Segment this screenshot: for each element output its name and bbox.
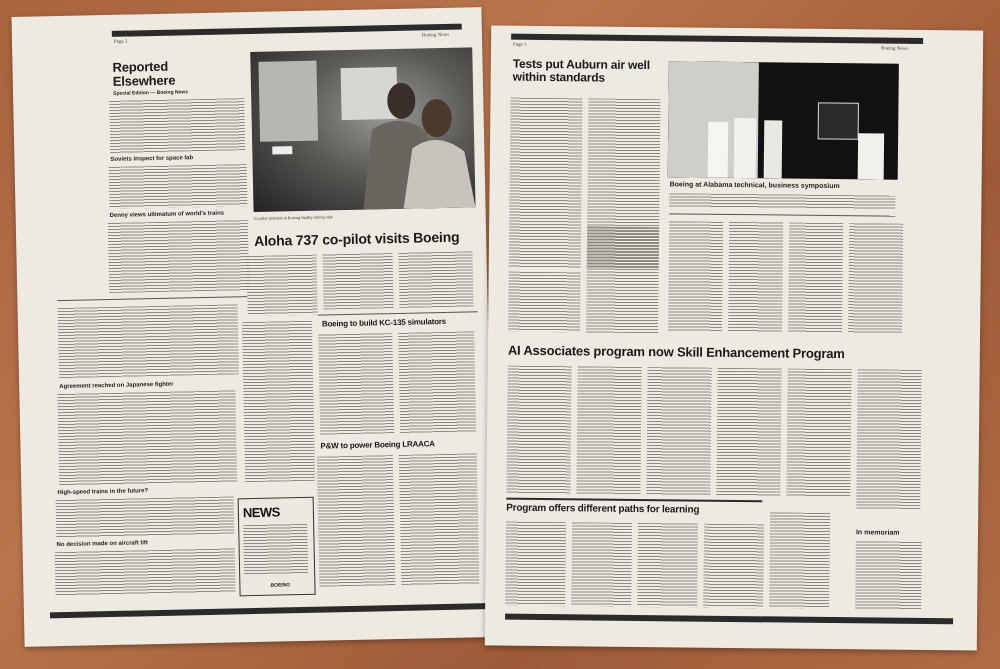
kc135-headline: Boeing to build KC-135 simulators — [321, 316, 447, 329]
article-text-block — [317, 455, 396, 587]
page-number: Page 3 — [513, 42, 527, 48]
box-text-block — [243, 524, 308, 575]
symposium-photo — [668, 61, 899, 179]
article-text-block — [769, 512, 830, 609]
article-text-block — [668, 221, 723, 332]
photo-figures — [250, 47, 475, 212]
article-text-block — [509, 98, 583, 269]
divider — [669, 213, 895, 216]
footer-bar — [50, 603, 486, 618]
article-text-block — [318, 333, 394, 435]
article-text-block — [703, 524, 764, 609]
subhead-high-speed-trains: High-speed trains in the future? — [57, 488, 149, 497]
article-text-block — [398, 251, 473, 308]
symposium-caption: Boeing at Alabama technical, business symposium — [669, 181, 840, 191]
article-text-block — [109, 164, 248, 209]
photo-figures — [668, 61, 899, 179]
reported-elsewhere-byline: Special Edition — Boeing News — [113, 89, 189, 97]
divider — [318, 311, 478, 315]
lead-photo — [250, 47, 475, 212]
memoriam-heading: In memoriam — [855, 529, 900, 537]
reported-elsewhere-title: Reported Elsewhere — [112, 58, 176, 89]
article-text-block — [322, 253, 393, 309]
lead-photo-caption: Co-pilot greeted at Boeing facility during visit — [253, 214, 333, 221]
divider — [506, 498, 762, 503]
divider — [57, 296, 247, 301]
skill-enhancement-headline: AI Associates program now Skill Enhancement Program — [507, 342, 845, 362]
article-text-block — [56, 496, 235, 538]
subhead-denny: Denny views ultimatum of world's trains — [109, 210, 225, 219]
boeing-news-box — [238, 497, 316, 597]
right-newspaper-page — [485, 25, 983, 650]
article-text-block — [716, 368, 781, 497]
masthead-name: Boeing News — [881, 46, 909, 52]
subhead-no-decision: No decision made on aircraft lift — [56, 540, 148, 549]
masthead-name: Boeing News — [421, 32, 450, 39]
masthead-bar — [511, 34, 923, 44]
article-text-block — [646, 367, 711, 496]
article-text-block — [57, 390, 237, 486]
news-logo: NEWS — [242, 504, 281, 521]
aloha-headline: Aloha 737 co-pilot visits Boeing — [254, 228, 460, 249]
left-newspaper-page — [11, 7, 494, 647]
article-text-block — [506, 366, 571, 495]
article-text-block — [242, 321, 315, 482]
article-text-block — [109, 98, 245, 153]
article-text-block — [398, 331, 476, 433]
article-text-block — [788, 223, 843, 334]
article-text-block — [505, 522, 566, 607]
article-text-block — [728, 222, 783, 333]
subhead-japanese-fighter: Agreement reached on Japanese fighter — [59, 381, 174, 391]
article-text-block — [108, 220, 249, 293]
article-text-block — [848, 223, 903, 334]
subhead-soviets: Soviets inspect for space lab — [110, 155, 194, 163]
boeing-logo: BOEING — [270, 582, 291, 589]
article-text-block — [247, 255, 318, 316]
masthead-bar — [112, 24, 462, 37]
article-text-block — [571, 522, 632, 607]
caption-text-block — [669, 193, 895, 209]
article-text-block — [55, 548, 236, 596]
footer-bar — [505, 614, 953, 625]
lraaca-headline: P&W to power Boeing LRAACA — [320, 439, 435, 451]
article-text-block — [399, 453, 480, 585]
article-text-block — [786, 369, 851, 498]
article-text-block — [586, 226, 659, 333]
article-text-block — [576, 366, 641, 495]
article-text-block — [855, 541, 922, 610]
article-text-block — [508, 272, 581, 333]
article-text-block — [856, 369, 921, 510]
different-paths-headline: Program offers different paths for learning — [506, 502, 700, 516]
page-number: Page 2 — [113, 39, 128, 45]
article-text-block — [637, 523, 698, 608]
article-text-block — [58, 304, 239, 378]
auburn-air-headline: Tests put Auburn air well within standards — [512, 56, 650, 85]
